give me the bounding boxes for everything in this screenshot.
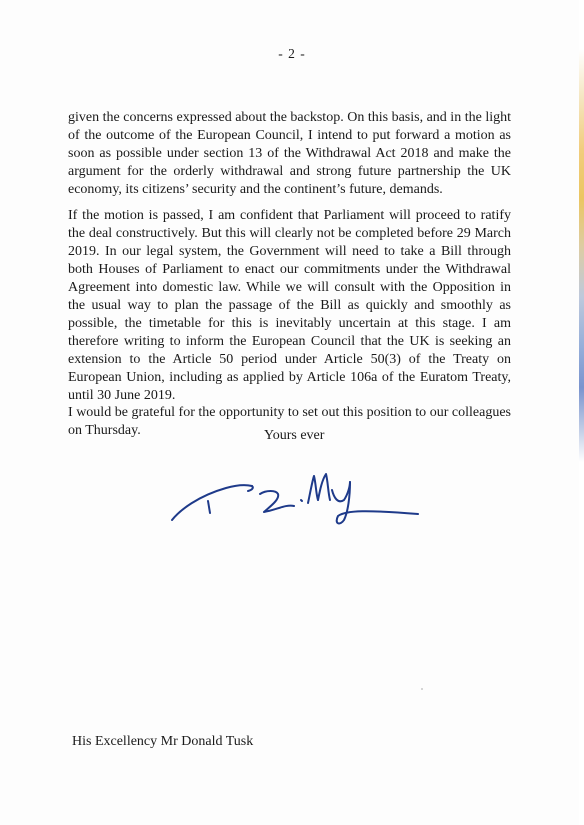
handwritten-signature (168, 470, 423, 530)
addressee-line: His Excellency Mr Donald Tusk (72, 734, 254, 749)
paragraph-thursday: I would be grateful for the opportunity to set out this position to our colleagues on Thursday. (68, 405, 511, 438)
paragraph-extension-request: If the motion is passed, I am confident that Parliament will proceed to ratify the deal constructively. But this will clearly not be completed before 29 March 2019. In our legal system, the Government will need to take a Bill through both Houses of Parliament to enact our commitments under the Withdrawal Agreement into domestic law. While we will consult with the Opposition in the usual way to plan the passage of the Bill as quickly and smoothly as possible, the timetable for this is inevitably uncertain at this stage. I am therefore writing to inform the European Council that the UK is seeking an extension to the Article 50 period under Article 50(3) of the Treaty on European Union, including as applied by Article 106a of the Euratom Treaty, until 30 June 2019. (68, 208, 511, 403)
scan-speck (421, 688, 423, 690)
closing-salutation: Yours ever (264, 428, 325, 443)
page-number: - 2 - (278, 46, 306, 61)
paragraph-backstop-motion: given the concerns expressed about the backstop. On this basis, and in the light of the outcome of the European Council, I intend to put forward a motion as soon as possible under section 13 of the Withdrawal Act 2018 and make the argument for the orderly withdrawal and strong future partnership the UK economy, its citizens’ security and the continent’s future, demands. (68, 110, 511, 197)
scan-edge-strip (579, 0, 584, 825)
